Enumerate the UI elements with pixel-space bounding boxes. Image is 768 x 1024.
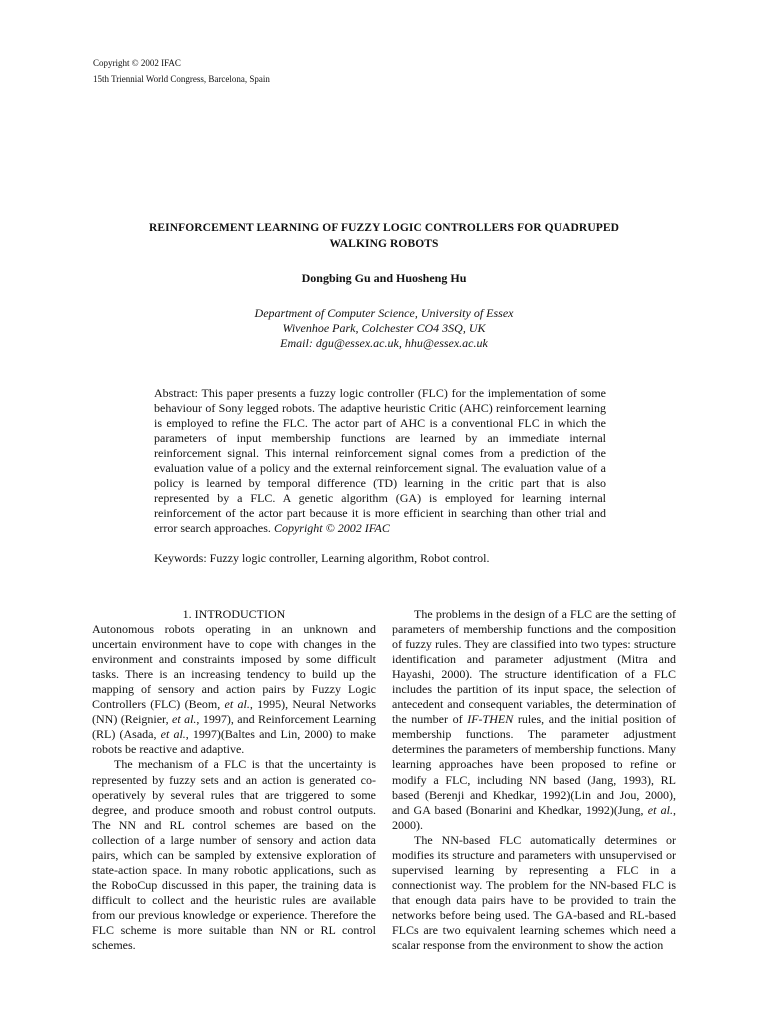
keywords: Keywords: Fuzzy logic controller, Learning algorithm, Robot control. bbox=[154, 551, 490, 565]
text-run: The problems in the design of a FLC are the setting of parameters of membership functions and the composition of fuzzy rules. They are classified into two types: structure identification and parameter adjustment (Mitra and Hayashi, 2000). The structure identification of a FLC includes the partition of its input space, the selection of antecedent and consequent variables, the determination of the number of bbox=[392, 607, 676, 727]
abstract-copyright: Copyright © 2002 IFAC bbox=[273, 521, 390, 536]
intro-paragraph-1 bbox=[92, 622, 376, 757]
affiliation-line3: Email: dgu@essex.ac.uk, hhu@essex.ac.uk bbox=[280, 336, 488, 350]
header-copyright: Copyright © 2002 IFAC bbox=[93, 58, 181, 68]
text-run-italic: IF-THEN bbox=[467, 712, 514, 727]
intro-paragraph-2: The mechanism of a FLC is that the uncertainty is represented by fuzzy sets and an action is generated co-operatively by several rules that are triggered to some degree, and produce smooth and robust control outputs. The NN and RL control schemes are based on the collection of a large number of sensory and action data pairs, which can be sampled by extensive exploration of state-action space. In many robotic applications, such as the RoboCup discussed in this paper, the training data is difficult to collect and the heuristic rules are available from our previous knowledge or experience. Therefore the FLC scheme is more suitable than NN or RL control schemes. bbox=[92, 757, 376, 953]
text-run: , 1995), Neural Networks (NN) (Reignier, bbox=[92, 697, 377, 727]
text-run: Autonomous robots operating in an unknown and uncertain environment have to cope with changes in the environment and constraints imposed by some difficult tasks. There is an increasing tendency to build up the mapping of sensory and action pairs by Fuzzy Logic Controllers (FLC) (Beom, bbox=[92, 622, 376, 712]
paper-affiliation bbox=[100, 306, 668, 351]
paper-authors: Dongbing Gu and Huosheng Hu bbox=[301, 271, 467, 285]
text-run-italic: et al. bbox=[172, 712, 197, 727]
right-paragraph-1 bbox=[392, 607, 676, 833]
text-run-italic: et al. bbox=[160, 727, 186, 742]
text-run: , 2000). bbox=[392, 802, 676, 832]
paper-title bbox=[100, 220, 668, 252]
affiliation-line1: Department of Computer Science, University of Essex bbox=[254, 306, 514, 320]
page-header bbox=[93, 55, 270, 87]
right-paragraph-2: The NN-based FLC automatically determines or modifies its structure and parameters with unsupervised or supervised learning by representing a FLC in a connectionist way. The problem for the NN-based FLC is that enough data pairs have to be provided to train the networks before being used. The GA-based and RL-based FLCs are two equivalent learning schemes which need a scalar response from the environment to show the action bbox=[392, 832, 676, 953]
text-run: rules, and the initial position of membership functions. The parameter adjustment determines the parameters of membership functions. Many learning approaches have been proposed to refine or modify a FLC, including NN based (Jang, 1993), RL based (Berenji and Khedkar, 1992)(Lin and Jou, 2000), and GA based (Bonarini and Khedkar, 1992)(Jung, bbox=[392, 712, 676, 817]
abstract-text: Abstract: This paper presents a fuzzy logic controller (FLC) for the implementation of some behaviour of Sony legged robots. The adaptive heuristic Critic (AHC) reinforcement learning is employed to refine the FLC. The actor part of AHC is a conventional FLC in which the parameters of input membership functions are learned by an immediate internal reinforcement signal. This internal reinforcement signal comes from a prediction of the evaluation value of a policy and the external reinforcement signal. The evaluation value of a policy is learned by temporal difference (TD) learning in the critic part that is also represented by a FLC. A genetic algorithm (GA) is employed for learning internal reinforcement of the actor part because it is more efficient in searching than other trial and error search approaches. bbox=[154, 386, 606, 536]
text-run: , 1997), and Reinforcement Learning (RL) (Asada, bbox=[92, 712, 377, 742]
left-column bbox=[92, 607, 376, 953]
text-run-italic: et al. bbox=[647, 802, 673, 817]
abstract bbox=[154, 386, 606, 536]
text-run-italic: et al. bbox=[224, 697, 250, 712]
paper-title-line2: WALKING ROBOTS bbox=[329, 238, 439, 250]
section-heading-introduction: 1. INTRODUCTION bbox=[182, 607, 286, 621]
paper-title-line1: REINFORCEMENT LEARNING OF FUZZY LOGIC CONTROLLERS FOR QUADRUPED bbox=[148, 222, 620, 234]
text-run: , 1997)(Baltes and Lin, 2000) to make robots be reactive and adaptive. bbox=[92, 727, 377, 757]
right-column bbox=[392, 607, 676, 953]
affiliation-line2: Wivenhoe Park, Colchester CO4 3SQ, UK bbox=[282, 321, 486, 335]
header-congress: 15th Triennial World Congress, Barcelona, Spain bbox=[93, 74, 270, 84]
